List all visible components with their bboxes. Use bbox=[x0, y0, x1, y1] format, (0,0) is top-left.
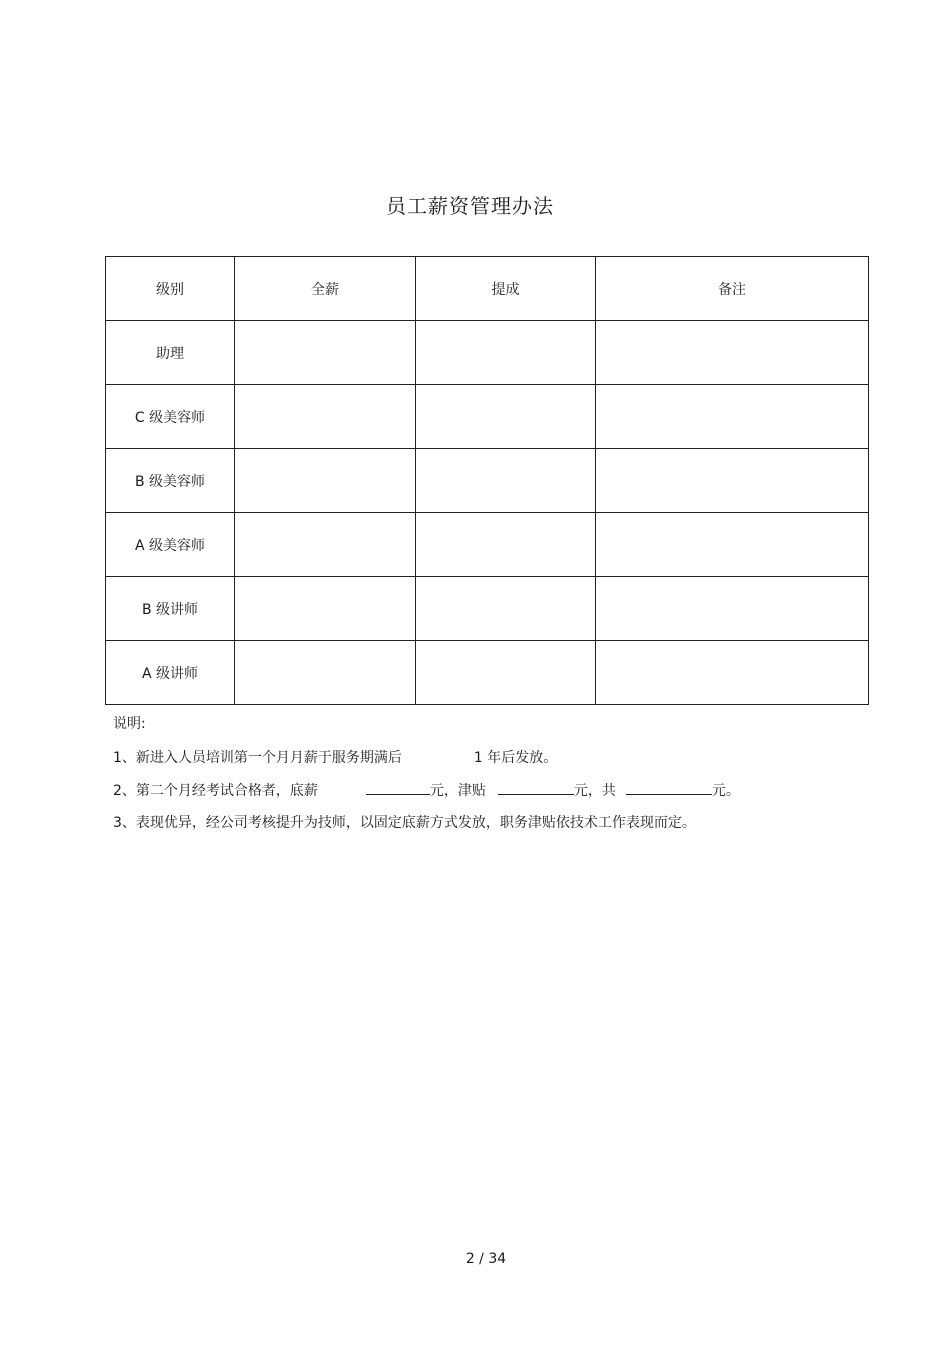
document-title: 员工薪资管理办法 bbox=[386, 194, 554, 218]
commission-cell bbox=[416, 321, 596, 385]
commission-cell bbox=[416, 385, 596, 449]
commission-cell bbox=[416, 513, 596, 577]
row-level-label: B 级美容师 bbox=[106, 449, 235, 513]
header-remarks: 备注 bbox=[596, 257, 869, 321]
remarks-cell bbox=[596, 641, 869, 705]
remarks-cell bbox=[596, 513, 869, 577]
full-salary-cell bbox=[235, 449, 416, 513]
row-level-label: A 级讲师 bbox=[106, 641, 235, 705]
row-level-label: C 级美容师 bbox=[106, 385, 235, 449]
note-2-text-a: 2、第二个月经考试合格者，底薪 bbox=[113, 783, 318, 799]
note-2-text-c: 元，共 bbox=[573, 783, 616, 799]
note-1-text-a: 1、新进入人员培训第一个月月薪于服务期满后 bbox=[113, 750, 402, 766]
total-blank bbox=[626, 780, 712, 795]
commission-cell bbox=[416, 577, 596, 641]
table-row bbox=[106, 513, 869, 577]
full-salary-cell bbox=[235, 321, 416, 385]
table-row bbox=[106, 577, 869, 641]
note-2-text-d: 元。 bbox=[711, 783, 740, 799]
full-salary-cell bbox=[235, 577, 416, 641]
table-row bbox=[106, 449, 869, 513]
page-number: 2 / 34 bbox=[465, 1251, 507, 1267]
table-row bbox=[106, 321, 869, 385]
table-header-row bbox=[106, 257, 869, 321]
table-row bbox=[106, 385, 869, 449]
row-level-label: 助理 bbox=[106, 321, 235, 385]
notes-heading: 说明: bbox=[113, 716, 146, 732]
commission-cell bbox=[416, 449, 596, 513]
header-level: 级别 bbox=[106, 257, 235, 321]
allowance-blank bbox=[498, 780, 574, 795]
note-item-3: 3、表现优异，经公司考核提升为技师，以固定底薪方式发放，职务津贴依技术工作表现而定。 bbox=[113, 815, 696, 831]
base-salary-blank bbox=[366, 780, 430, 795]
full-salary-cell bbox=[235, 513, 416, 577]
commission-cell bbox=[416, 641, 596, 705]
full-salary-cell bbox=[235, 641, 416, 705]
row-level-label: A 级美容师 bbox=[106, 513, 235, 577]
remarks-cell bbox=[596, 385, 869, 449]
remarks-cell bbox=[596, 449, 869, 513]
note-item-2 bbox=[113, 780, 740, 801]
full-salary-cell bbox=[235, 385, 416, 449]
row-level-label: B 级讲师 bbox=[106, 577, 235, 641]
note-1-text-b: 1 年后发放。 bbox=[473, 750, 558, 766]
remarks-cell bbox=[596, 577, 869, 641]
header-full-salary: 全薪 bbox=[235, 257, 416, 321]
remarks-cell bbox=[596, 321, 869, 385]
note-2-text-b: 元，津贴 bbox=[429, 783, 486, 799]
salary-table bbox=[105, 256, 869, 705]
table-row bbox=[106, 641, 869, 705]
header-commission: 提成 bbox=[416, 257, 596, 321]
note-item-1 bbox=[113, 748, 557, 768]
